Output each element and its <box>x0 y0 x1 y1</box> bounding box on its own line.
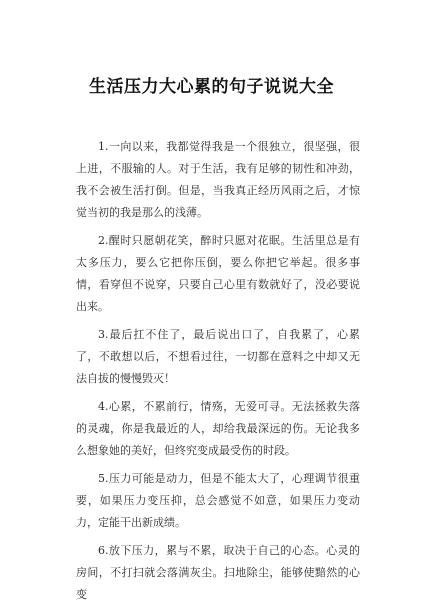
paragraph-1: 1.一向以来，我都觉得我是一个很独立，很坚强，很上进，不服输的人。对于生活，我有足够的韧性和冲劲，我不会被生活打倒。但是，当我真正经历风雨之后，才惊觉当初的我是那么的浅薄。 <box>76 140 360 219</box>
paragraph-5: 5.压力可能是动力，但是不能太大了，心理调节很重要，如果压力变压抑，总会感觉不如意，如果压力变动力，定能干出新成绩。 <box>76 472 360 529</box>
paragraph-2: 2.醒时只愿朝花笑，醉时只愿对花眠。生活里总是有太多压力，要么它把你压倒，要么你把它举起。很多事情，看穿但不说穿，只要自己心里有数就好了，没必要说出来。 <box>76 234 360 313</box>
document-title: 生活压力大心累的句子说说大全 <box>89 77 334 97</box>
paragraph-3: 3.最后扛不住了，最后说出口了，自我累了，心累了，不敢想以后，不想看过往，一切都在意料之中却又无法自拔的慢慢毁灭！ <box>76 328 360 385</box>
paragraph-4: 4.心累，不累前行，情殇，无爱可寻。无法拯救失落的灵魂，你是我最近的人，却给我最深远的伤。无论我多么想象她的美好，但终究变成最受伤的时段。 <box>76 400 360 457</box>
document-body <box>76 136 360 612</box>
paragraph-6: 6.放下压力，累与不累，取决于自己的心态。心灵的房间，不打扫就会落满灰尘。扫地除尘，能够使黯然的心变 <box>76 544 360 601</box>
